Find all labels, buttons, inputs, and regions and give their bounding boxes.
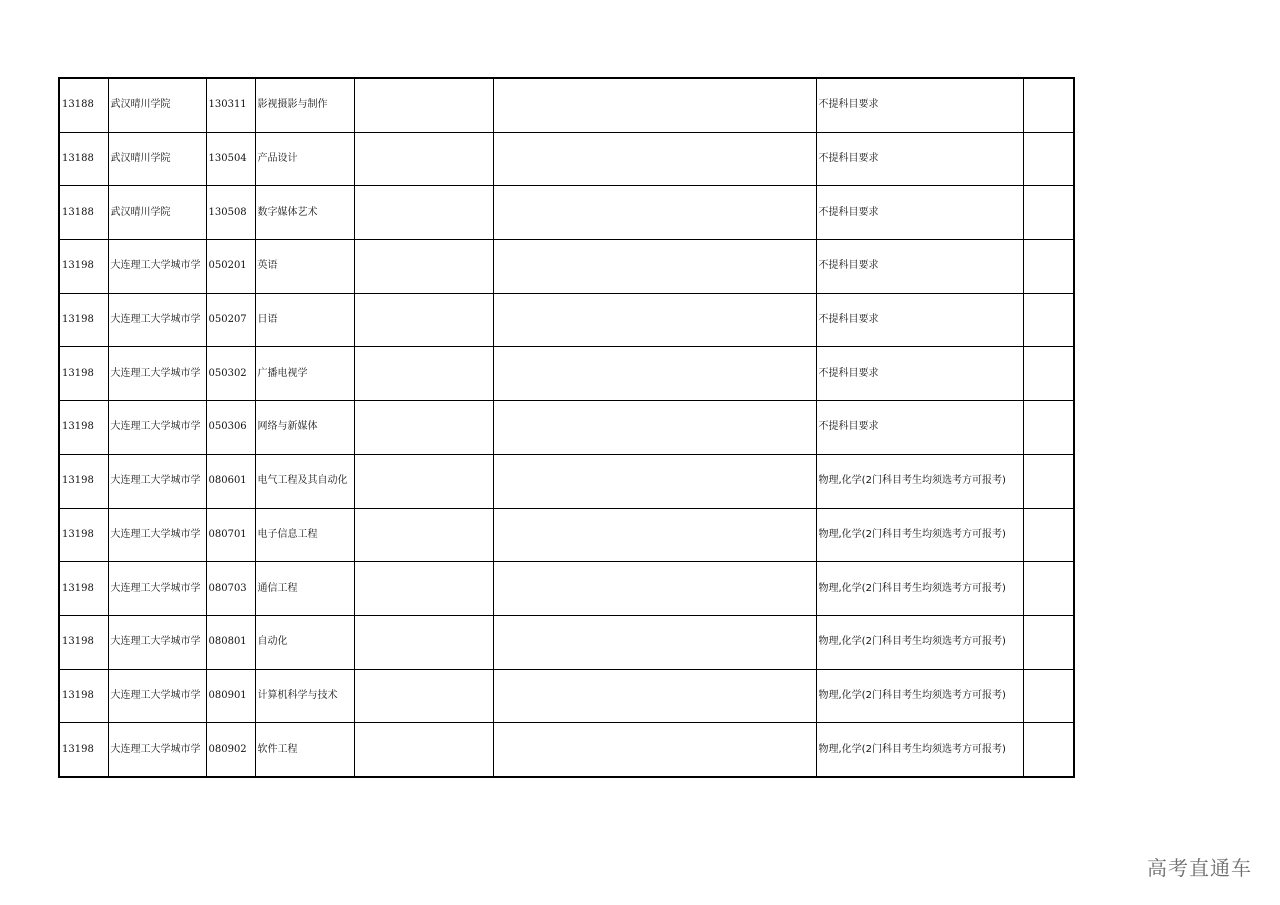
empty-cell: [1023, 669, 1074, 723]
empty-cell: [354, 78, 493, 132]
empty-cell: [493, 347, 816, 401]
major-name-cell: 电气工程及其自动化: [255, 454, 354, 508]
empty-cell: [1023, 615, 1074, 669]
school-name-cell: 武汉晴川学院: [108, 78, 206, 132]
major-name-cell: 数字媒体艺术: [255, 186, 354, 240]
subject-requirement-cell: 物理,化学(2门科目考生均须选考方可报考): [816, 454, 1023, 508]
major-name-cell: 软件工程: [255, 723, 354, 777]
empty-cell: [354, 562, 493, 616]
major-code-cell: 050306: [206, 401, 255, 455]
empty-cell: [1023, 401, 1074, 455]
school-code-cell: 13188: [59, 132, 108, 186]
empty-cell: [354, 186, 493, 240]
table-row: [59, 723, 1074, 777]
school-name-cell: 大连理工大学城市学: [108, 454, 206, 508]
empty-cell: [1023, 132, 1074, 186]
school-name-cell: 大连理工大学城市学: [108, 723, 206, 777]
table-row: [59, 293, 1074, 347]
subject-requirement-cell: 物理,化学(2门科目考生均须选考方可报考): [816, 723, 1023, 777]
empty-cell: [493, 293, 816, 347]
empty-cell: [354, 347, 493, 401]
subject-requirement-cell: 不提科目要求: [816, 132, 1023, 186]
empty-cell: [1023, 78, 1074, 132]
major-code-cell: 050302: [206, 347, 255, 401]
major-name-cell: 英语: [255, 240, 354, 294]
table-row: [59, 508, 1074, 562]
table-row: [59, 186, 1074, 240]
table-row: [59, 454, 1074, 508]
empty-cell: [493, 132, 816, 186]
empty-cell: [493, 508, 816, 562]
watermark-text: 高考直通车: [1147, 856, 1252, 880]
major-name-cell: 产品设计: [255, 132, 354, 186]
empty-cell: [354, 723, 493, 777]
empty-cell: [354, 454, 493, 508]
empty-cell: [354, 615, 493, 669]
school-code-cell: 13198: [59, 562, 108, 616]
major-code-cell: 130504: [206, 132, 255, 186]
school-code-cell: 13198: [59, 347, 108, 401]
school-name-cell: 武汉晴川学院: [108, 186, 206, 240]
empty-cell: [1023, 347, 1074, 401]
major-name-cell: 日语: [255, 293, 354, 347]
major-code-cell: 050207: [206, 293, 255, 347]
empty-cell: [354, 669, 493, 723]
major-name-cell: 影视摄影与制作: [255, 78, 354, 132]
empty-cell: [493, 669, 816, 723]
subject-requirement-cell: 物理,化学(2门科目考生均须选考方可报考): [816, 508, 1023, 562]
school-name-cell: 大连理工大学城市学: [108, 669, 206, 723]
subject-requirement-cell: 不提科目要求: [816, 293, 1023, 347]
major-name-cell: 自动化: [255, 615, 354, 669]
major-code-cell: 080902: [206, 723, 255, 777]
table-row: [59, 562, 1074, 616]
subject-requirement-cell: 不提科目要求: [816, 186, 1023, 240]
table-row: [59, 132, 1074, 186]
empty-cell: [1023, 240, 1074, 294]
subject-requirement-cell: 不提科目要求: [816, 347, 1023, 401]
empty-cell: [1023, 186, 1074, 240]
subject-requirement-cell: 不提科目要求: [816, 240, 1023, 294]
school-name-cell: 大连理工大学城市学: [108, 508, 206, 562]
table-row: [59, 78, 1074, 132]
major-name-cell: 计算机科学与技术: [255, 669, 354, 723]
empty-cell: [493, 401, 816, 455]
major-name-cell: 广播电视学: [255, 347, 354, 401]
school-name-cell: 大连理工大学城市学: [108, 401, 206, 455]
major-code-cell: 080703: [206, 562, 255, 616]
empty-cell: [354, 293, 493, 347]
school-code-cell: 13188: [59, 78, 108, 132]
empty-cell: [354, 132, 493, 186]
school-code-cell: 13188: [59, 186, 108, 240]
major-code-cell: 080801: [206, 615, 255, 669]
empty-cell: [493, 186, 816, 240]
empty-cell: [493, 615, 816, 669]
school-code-cell: 13198: [59, 293, 108, 347]
school-name-cell: 大连理工大学城市学: [108, 240, 206, 294]
table-body: [59, 78, 1074, 777]
school-name-cell: 武汉晴川学院: [108, 132, 206, 186]
school-code-cell: 13198: [59, 615, 108, 669]
school-code-cell: 13198: [59, 723, 108, 777]
empty-cell: [493, 78, 816, 132]
major-code-cell: 130311: [206, 78, 255, 132]
table-row: [59, 401, 1074, 455]
school-code-cell: 13198: [59, 401, 108, 455]
major-code-cell: 080901: [206, 669, 255, 723]
table-row: [59, 669, 1074, 723]
empty-cell: [354, 240, 493, 294]
empty-cell: [1023, 293, 1074, 347]
school-name-cell: 大连理工大学城市学: [108, 615, 206, 669]
empty-cell: [354, 401, 493, 455]
subject-requirement-cell: 物理,化学(2门科目考生均须选考方可报考): [816, 615, 1023, 669]
table-row: [59, 240, 1074, 294]
empty-cell: [1023, 562, 1074, 616]
empty-cell: [493, 454, 816, 508]
major-code-cell: 080601: [206, 454, 255, 508]
major-name-cell: 通信工程: [255, 562, 354, 616]
major-code-cell: 050201: [206, 240, 255, 294]
table-row: [59, 347, 1074, 401]
school-code-cell: 13198: [59, 508, 108, 562]
major-code-cell: 130508: [206, 186, 255, 240]
school-code-cell: 13198: [59, 240, 108, 294]
major-name-cell: 电子信息工程: [255, 508, 354, 562]
subject-requirement-cell: 不提科目要求: [816, 78, 1023, 132]
empty-cell: [1023, 723, 1074, 777]
subject-requirement-cell: 物理,化学(2门科目考生均须选考方可报考): [816, 669, 1023, 723]
admission-requirements-table: [58, 77, 1075, 778]
empty-cell: [1023, 508, 1074, 562]
subject-requirement-cell: 物理,化学(2门科目考生均须选考方可报考): [816, 562, 1023, 616]
empty-cell: [493, 723, 816, 777]
empty-cell: [493, 240, 816, 294]
school-code-cell: 13198: [59, 454, 108, 508]
school-code-cell: 13198: [59, 669, 108, 723]
major-code-cell: 080701: [206, 508, 255, 562]
table-row: [59, 615, 1074, 669]
empty-cell: [1023, 454, 1074, 508]
school-name-cell: 大连理工大学城市学: [108, 347, 206, 401]
subject-requirement-cell: 不提科目要求: [816, 401, 1023, 455]
empty-cell: [493, 562, 816, 616]
empty-cell: [354, 508, 493, 562]
school-name-cell: 大连理工大学城市学: [108, 562, 206, 616]
major-name-cell: 网络与新媒体: [255, 401, 354, 455]
school-name-cell: 大连理工大学城市学: [108, 293, 206, 347]
